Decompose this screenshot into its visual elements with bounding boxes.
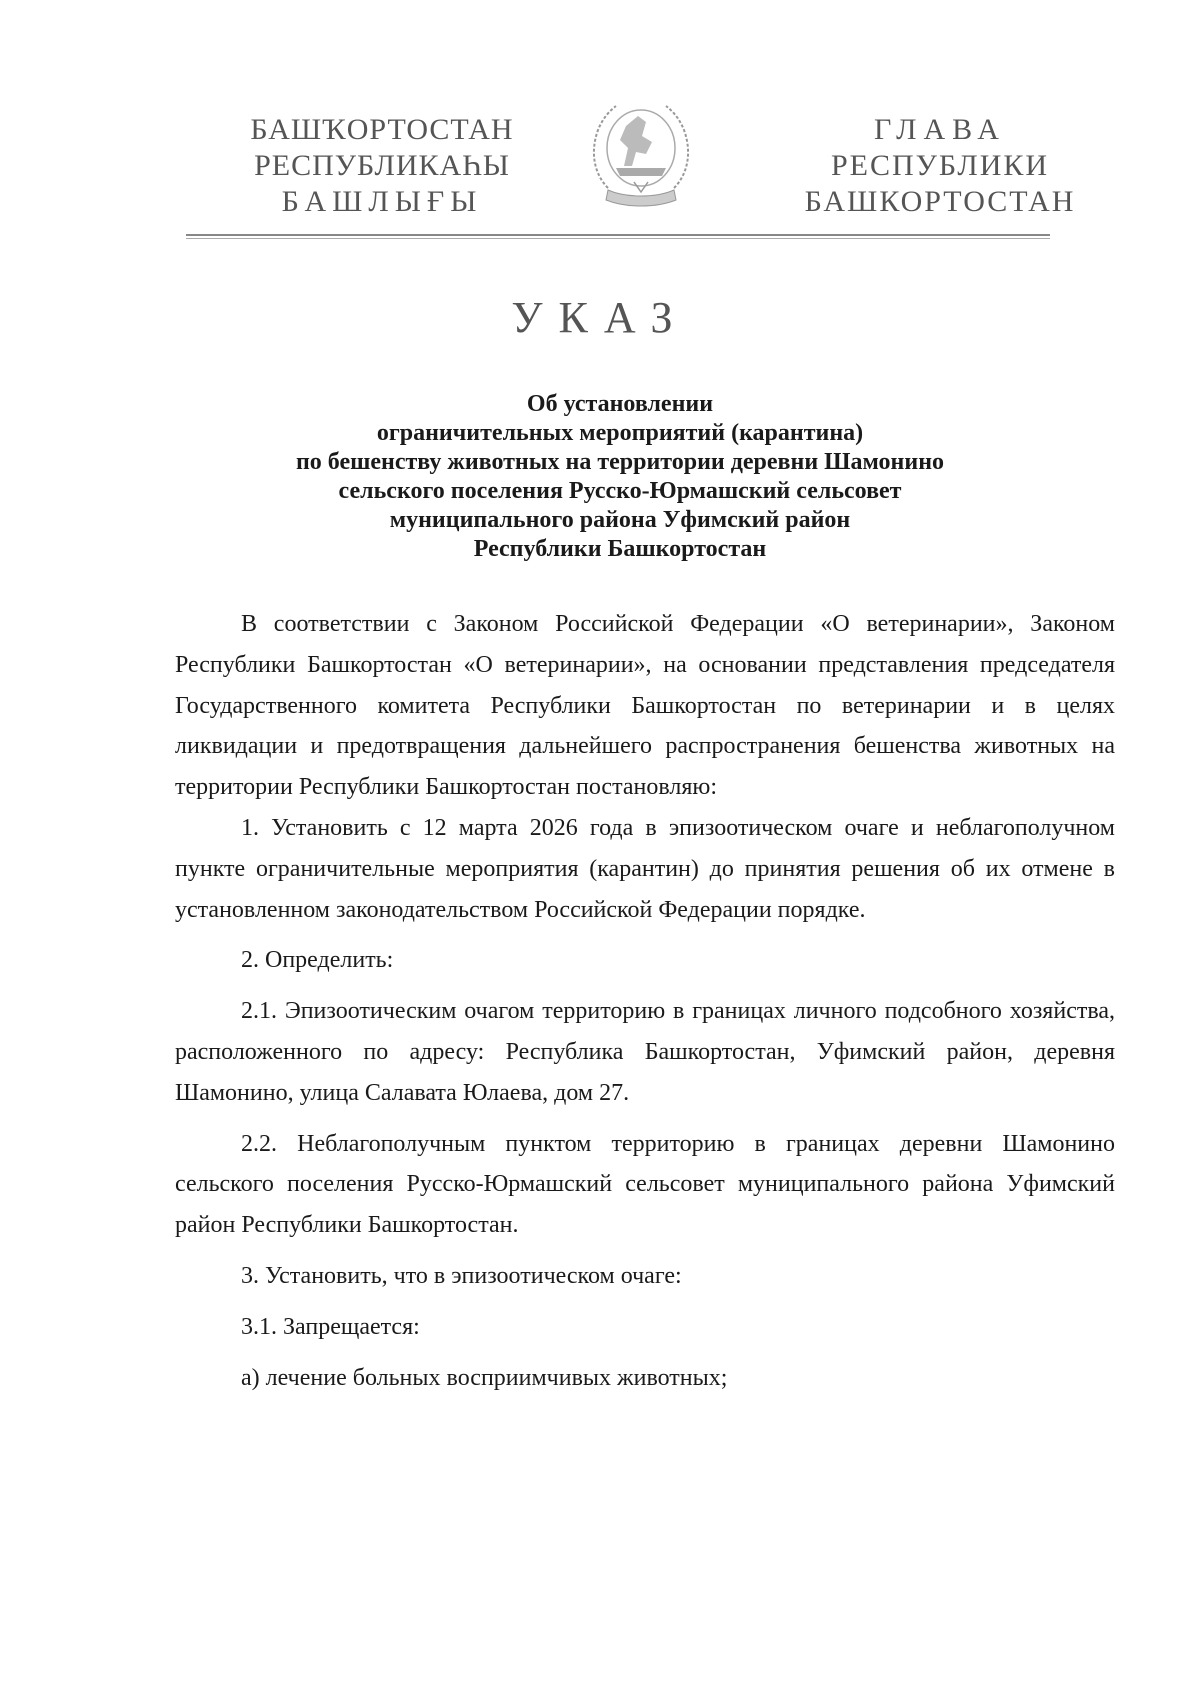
- body-paragraph-2: 2. Определить:: [241, 947, 394, 974]
- header-right-line-3: БАШКОРТОСТАН: [804, 185, 1076, 218]
- document-title: [180, 390, 1060, 564]
- header-right-line-1: ГЛАВА: [874, 113, 1006, 146]
- title-line: по бешенству животных на территории деревни Шамонино: [295, 449, 945, 475]
- header-left-line-1: БАШҠОРТОСТАН: [250, 113, 514, 146]
- title-line: сельского поселения Русско-Юрмашский сельсовет: [338, 478, 902, 504]
- body-paragraph-3-1-a: а) лечение больных восприимчивых животных;: [241, 1364, 728, 1391]
- document-body: [175, 604, 1115, 1398]
- body-paragraph-3-1: 3.1. Запрещается:: [241, 1313, 420, 1340]
- header-left-line-2: РЕСПУБЛИКАҺЫ: [254, 149, 510, 182]
- header-right-line-2: РЕСПУБЛИКИ: [830, 149, 1050, 182]
- header-left-line-3: БАШЛЫҒЫ: [281, 185, 483, 218]
- header-left-block: [222, 112, 542, 220]
- body-paragraph-1: 1. Установить с 12 марта 2026 года в эпизоотическом очаге и неблагополучном пункте ограничительные мероприятия (карантин) до принятия решения об их отмене в установленном законодательством Российской Федерации порядке.: [175, 814, 1115, 923]
- coat-of-arms-emblem-icon: [586, 96, 696, 214]
- title-line: Об установлении: [526, 391, 714, 417]
- header-divider: [186, 234, 1050, 239]
- title-line: Республики Башкортостан: [473, 536, 767, 562]
- body-paragraph-preamble: В соответствии с Законом Российской Федерации «О ветеринарии», Законом Республики Башкортостан «О ветеринарии», на основании представления председателя Государственного комитета Республики Башкортостан по ветеринарии и в целях ликвидации и предотвращения дальнейшего распространения бешенства животных на территории Республики Башкортостан постановляю:: [175, 611, 1115, 801]
- title-line: муниципального района Уфимский район: [389, 507, 851, 533]
- document-type-heading: УКАЗ: [511, 293, 689, 342]
- header-right-block: [780, 112, 1100, 220]
- body-paragraph-2-2: 2.2. Неблагополучным пунктом территорию в границах деревни Шамонино сельского поселения Русско-Юрмашский сельсовет муниципального района Уфимский район Республики Башкортостан.: [175, 1130, 1115, 1239]
- body-paragraph-2-1: 2.1. Эпизоотическим очагом территорию в границах личного подсобного хозяйства, расположенного по адресу: Республика Башкортостан, Уфимский район, деревня Шамонино, улица Салавата Юлаева, дом 27.: [175, 998, 1115, 1106]
- body-paragraph-3: 3. Установить, что в эпизоотическом очаге:: [241, 1262, 682, 1289]
- title-line: ограничительных мероприятий (карантина): [376, 420, 864, 446]
